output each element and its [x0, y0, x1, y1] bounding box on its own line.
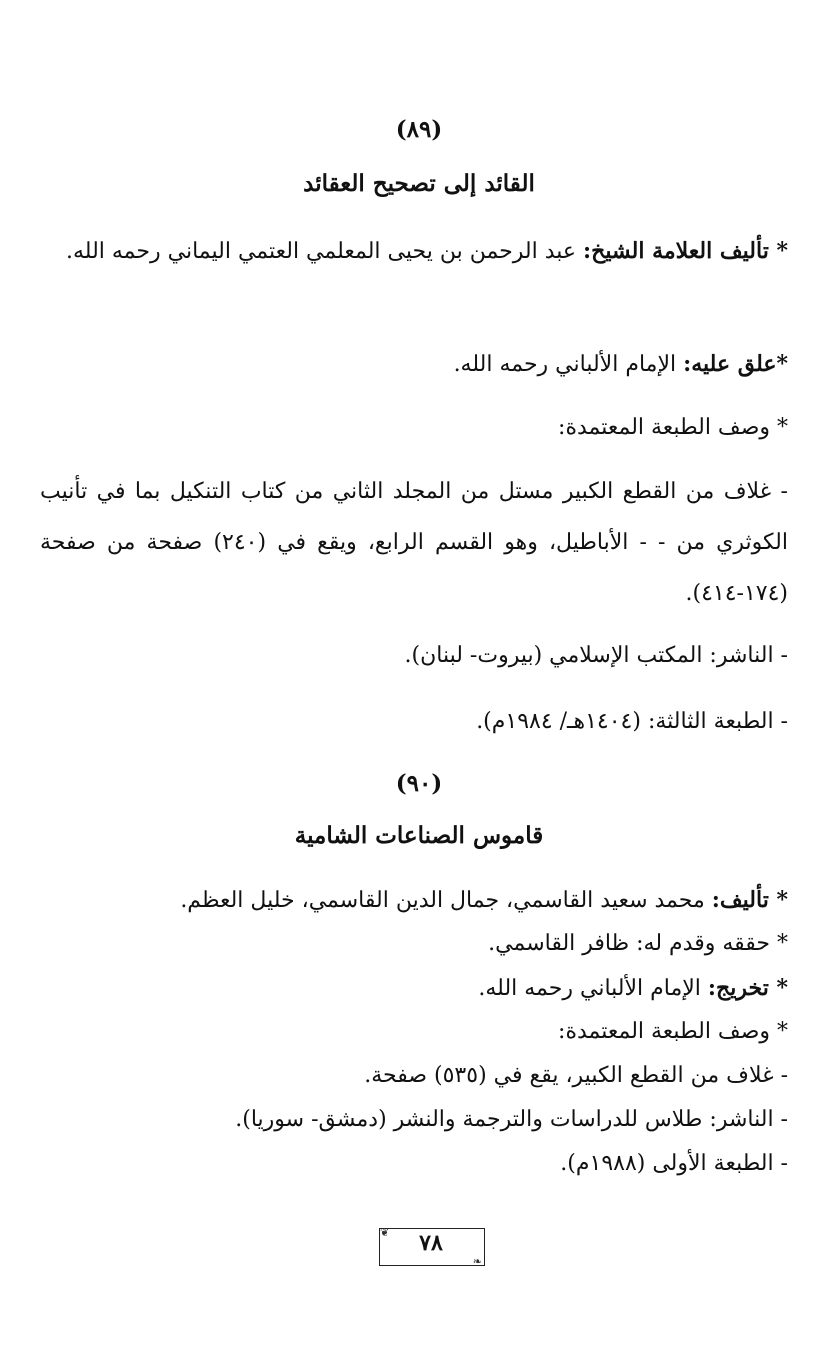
entry-89-edition-heading: * وصف الطبعة المعتمدة:	[558, 415, 788, 440]
entry-90-edition-heading: * وصف الطبعة المعتمدة:	[558, 1019, 788, 1044]
page-number: ٧٨	[419, 1230, 443, 1256]
entry-90-title: قاموس الصناعات الشامية	[294, 822, 544, 849]
entry-90-number: (٩٠)	[395, 770, 443, 797]
entry-89-author	[40, 226, 788, 277]
entry-89-commentary-value: الإمام الألباني رحمه الله.	[453, 352, 677, 377]
entry-90-takhrij-label: * تخريج:	[707, 975, 788, 1001]
ornament-icon: ❧	[472, 1255, 482, 1268]
entry-90-editor: * حققه وقدم له: ظافر القاسمي.	[488, 931, 788, 956]
entry-90-takhrij	[40, 968, 788, 1009]
entry-89-title: القائد إلى تصحيح العقائد	[303, 170, 535, 197]
entry-89-commentary	[40, 344, 788, 385]
entry-89-printing: - الطبعة الثالثة: (١٤٠٤هـ/ ١٩٨٤م).	[476, 709, 788, 734]
ornament-icon: ❦	[380, 1226, 390, 1239]
entry-90-cover: - غلاف من القطع الكبير، يقع في (٥٣٥) صفحة.	[364, 1063, 788, 1088]
entry-90-author-label: * تأليف:	[711, 887, 788, 913]
entry-90-printing: - الطبعة الأولى (١٩٨٨م).	[560, 1151, 788, 1176]
entry-89-author-label: * تأليف العلامة الشيخ:	[583, 238, 788, 264]
entry-89-publisher: - الناشر: المكتب الإسلامي (بيروت- لبنان).	[404, 643, 788, 668]
entry-90-takhrij-value: الإمام الألباني رحمه الله.	[478, 976, 701, 1001]
page-number-frame	[377, 1226, 485, 1268]
entry-89-commentary-label: *علق عليه:	[683, 351, 788, 377]
entry-90-publisher: - الناشر: طلاس للدراسات والترجمة والنشر (دمشق- سوريا).	[235, 1107, 788, 1132]
entry-89-author-value: عبد الرحمن بن يحيى المعلمي العتمي اليماني رحمه الله.	[66, 239, 577, 264]
entry-89-number: (٨٩)	[395, 116, 443, 143]
entry-90-author	[40, 880, 788, 921]
entry-89-cover: - غلاف من القطع الكبير مستل من المجلد الثاني من كتاب التنكيل بما في تأنيب الكوثري من - - الأباطيل، وهو القسم الرابع، ويقع في (٢٤٠) صفحة من صفحة (١٧٤-٤١٤).	[40, 479, 788, 606]
entry-90-author-value: محمد سعيد القاسمي، جمال الدين القاسمي، خليل العظم.	[180, 888, 705, 913]
